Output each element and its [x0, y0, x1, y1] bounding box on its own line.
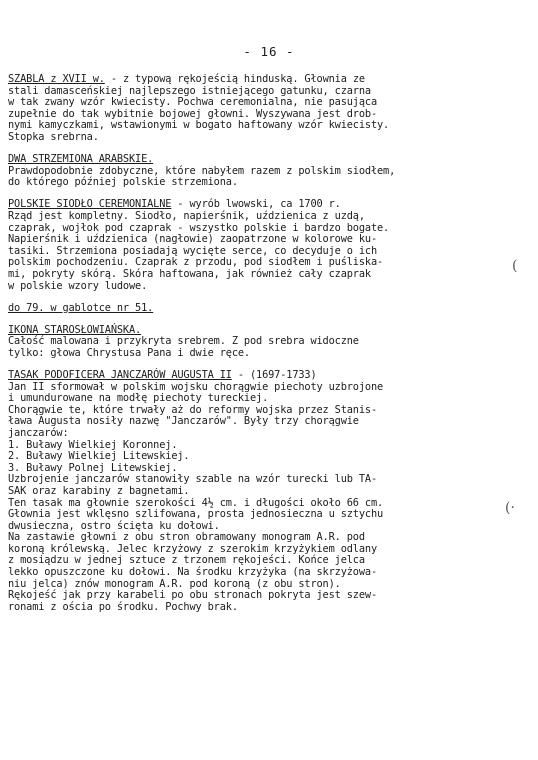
text-line: lekko opuszczone ku dołowi. Na środku krzyżyka (na skrzyżowa- — [8, 566, 378, 579]
text-line: mi, pokryty skórą. Skóra haftowana, jak również cały czaprak — [8, 267, 371, 280]
text-line: tylko: głowa Chrystusa Pana i dwie ręce. — [8, 346, 250, 359]
text-line: SAK oraz karabiny z bagnetami. — [8, 484, 190, 497]
text-line: 1. Buławy Wielkiej Koronnej. — [8, 438, 178, 451]
text-line: ronami z ościa po środku. Pochwy brak. — [8, 600, 238, 613]
text-line: do którego później polskie strzemiona. — [8, 176, 238, 189]
entry-tasak — [8, 370, 508, 613]
entry-ikona — [8, 325, 508, 360]
entry-heading: DWA STRZEMIONA ARABSKIE. — [8, 153, 154, 166]
entry-first-line — [8, 74, 508, 86]
margin-bracket-mark: ( — [512, 258, 518, 274]
page-number: - 16 - — [243, 44, 295, 59]
text-line: Uzbrojenie janczarów stanowiły szable na wzór turecki lub TA- — [8, 473, 378, 486]
entry-heading: SZABLA z XVII w. — [8, 73, 105, 85]
text-line: Rząd jest kompletny. Siodło, napierśnik, uździenica z uzdą, — [8, 209, 365, 222]
text-line: 3. Buławy Polnej Litewskiej. — [8, 461, 178, 474]
text-line: Ten tasak ma głownie szerokości 4½ cm. i długości około 66 cm. — [8, 496, 384, 509]
entry-first-line — [8, 370, 508, 382]
text-line: w tak zwany wzór kwiecisty. Pochwa ceremonialna, nie pasująca — [8, 96, 378, 109]
text-line: Prawdopodobnie zdobyczne, które nabyłem razem z polskim siodłem, — [8, 164, 396, 177]
entry-gablotka — [8, 303, 508, 315]
text-line: Całość malowana i przykryta srebrem. Z pod srebra widoczne — [8, 335, 359, 348]
text-line: Rękojeść jak przy karabeli po obu stronach pokryta jest szew- — [8, 589, 378, 602]
entry-strzemiona — [8, 154, 508, 189]
text-line: dwusieczna, ostro ścięta ku dołowi. — [8, 519, 220, 532]
entry-szabla — [8, 74, 508, 144]
entry-heading-rest: - wyrób lwowski, ca 1700 r. — [171, 198, 341, 211]
entry-heading-rest: - z typową rękojeścią hinduską. Głownia ze — [104, 73, 365, 85]
text-line: 2. Buławy Wielkiej Litewskiej. — [8, 450, 190, 463]
entry-heading: IKONA STAROSŁOWIAŃSKA. — [8, 323, 142, 336]
text-line: stali damasceńskiej najlepszego istniejącego gatunku, czarna — [8, 84, 371, 97]
text-line: tasiki. Strzemiona posiadają wycięte serce, co decyduje o ich — [8, 244, 378, 257]
text-line: Napierśnik i uździenica (nagłowie) zaopatrzone w kolorowe ku- — [8, 233, 378, 246]
entry-heading: TASAK PODOFICERA JANCZARÓW AUGUSTA II — [8, 368, 232, 381]
entry-first-line — [8, 303, 508, 315]
text-line: ława Augusta nosiły nazwę "Janczarów". Były trzy chorągwie — [8, 415, 359, 428]
text-line: janczarów: — [8, 426, 69, 439]
text-line: Głownia jest wklęsno szlifowana, prosta jednosieczna u sztychu — [8, 508, 384, 521]
entry-heading-rest: - (1697-1733) — [231, 368, 317, 381]
text-line: nymi kamyczkami, wstawionymi w bogato haftowany wzór kwiecisty. — [8, 119, 390, 132]
entry-heading: do 79. w gablotce nr 51. — [8, 301, 154, 314]
text-line: koroną królewską. Jelec krzyżowy z szerokim krzyżykiem odlany — [8, 542, 378, 555]
text-line: Jan II sformował w polskim wojsku chorągwie piechoty uzbrojone — [8, 380, 384, 393]
text-line: Stopka srebrna. — [8, 130, 99, 143]
entry-first-line — [8, 154, 508, 166]
text-line: zupełnie do tak wybitnie bojowej głowni. Wyszywana jest drob- — [8, 107, 378, 120]
text-line: niu jelca) znów monogram A.R. pod koroną (z obu stron). — [8, 577, 341, 590]
text-line: w polskie wzory ludowe. — [8, 279, 148, 292]
text-line: z mosiądzu w jednej sztuce z trzonem rękojeści. Końce jelca — [8, 554, 365, 567]
text-line: polskim pochodzeniu. Czaprak z przodu, pod siodłem i puśliska- — [8, 256, 384, 269]
margin-bracket-mark: (· — [505, 500, 515, 516]
entry-heading: POLSKIE SIODŁO CEREMONIALNE — [8, 198, 172, 211]
entry-siodlo — [8, 199, 508, 292]
text-line: Chorągwie te, które trwały aż do reformy wojska przez Stanis- — [8, 403, 378, 416]
text-line: czaprak, wojłok pod czaprak - wszystko polskie i bardzo bogate. — [8, 221, 390, 234]
text-line: Na zastawie głowni z obu stron obramowany monogram A.R. pod — [8, 531, 365, 544]
document-body — [8, 74, 508, 624]
text-line: i umundurowane na modłę piechoty tureckiej. — [8, 392, 269, 405]
